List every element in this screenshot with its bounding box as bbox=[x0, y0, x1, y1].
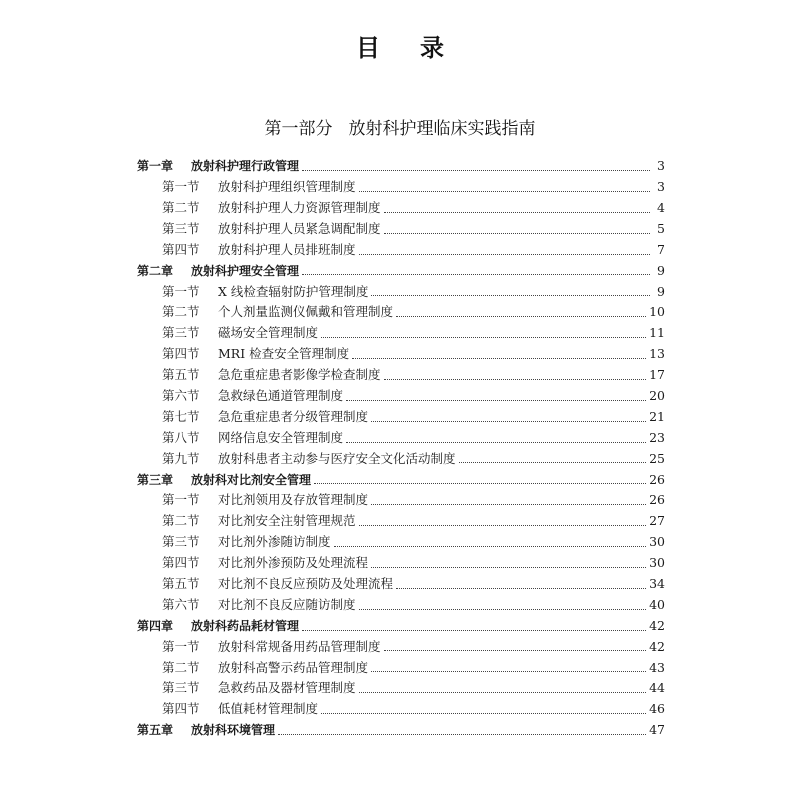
dot-leader bbox=[384, 233, 650, 234]
dot-leader bbox=[352, 358, 646, 359]
dot-leader bbox=[321, 337, 646, 338]
toc-section-entry[interactable] bbox=[137, 511, 665, 532]
toc-chapter-entry[interactable] bbox=[137, 616, 665, 637]
table-of-contents bbox=[137, 156, 665, 741]
toc-entry-label: 第二节 bbox=[162, 513, 200, 529]
toc-entry-page: 30 bbox=[649, 555, 665, 571]
dot-leader bbox=[359, 254, 650, 255]
toc-entry-page: 34 bbox=[649, 576, 665, 591]
dot-leader bbox=[359, 525, 647, 526]
toc-section-entry[interactable] bbox=[137, 657, 665, 678]
toc-entry-label: 第四节 bbox=[162, 346, 200, 362]
toc-section-entry[interactable] bbox=[137, 553, 665, 574]
toc-entry-label: 第三节 bbox=[162, 680, 200, 696]
toc-section-entry[interactable] bbox=[137, 302, 665, 323]
toc-entry-title: 对比剂安全注射管理规范 bbox=[218, 513, 356, 529]
dot-leader bbox=[384, 212, 650, 213]
toc-section-entry[interactable] bbox=[137, 532, 665, 553]
page-title-char-2: 录 bbox=[420, 34, 444, 62]
toc-entry-label: 第三节 bbox=[162, 220, 200, 236]
toc-entry-label: 第一节 bbox=[162, 283, 200, 299]
toc-entry-label: 第二节 bbox=[162, 199, 200, 215]
toc-entry-title: 磁场安全管理制度 bbox=[218, 325, 319, 341]
dot-leader bbox=[396, 316, 646, 317]
toc-entry-page: 25 bbox=[649, 450, 665, 466]
toc-section-entry[interactable] bbox=[137, 678, 665, 699]
toc-entry-page: 7 bbox=[657, 241, 665, 257]
part-label: 第一部分 bbox=[264, 119, 333, 139]
toc-section-entry[interactable] bbox=[137, 595, 665, 616]
toc-section-entry[interactable] bbox=[137, 344, 665, 365]
toc-section-entry[interactable] bbox=[137, 240, 665, 261]
toc-entry-label: 第四节 bbox=[162, 241, 200, 257]
toc-entry-label: 第六节 bbox=[162, 596, 200, 612]
toc-section-entry[interactable] bbox=[137, 281, 665, 302]
toc-entry-title: 放射科护理组织管理制度 bbox=[218, 179, 356, 195]
toc-entry-title: 对比剂不良反应随访制度 bbox=[218, 596, 356, 612]
toc-entry-title: 对比剂外渗预防及处理流程 bbox=[218, 555, 369, 571]
toc-entry-page: 26 bbox=[649, 471, 665, 487]
toc-entry-page: 43 bbox=[649, 659, 665, 675]
toc-entry-title: 放射科对比剂安全管理 bbox=[191, 472, 312, 487]
toc-entry-page: 3 bbox=[657, 158, 665, 174]
toc-entry-title: 急危重症患者分级管理制度 bbox=[218, 408, 369, 424]
toc-entry-title: 放射科环境管理 bbox=[191, 723, 276, 738]
toc-entry-title: 个人剂量监测仪佩戴和管理制度 bbox=[218, 304, 394, 320]
toc-chapter-entry[interactable] bbox=[137, 469, 665, 490]
toc-entry-title: 急救绿色通道管理制度 bbox=[218, 387, 344, 403]
toc-entry-title: 放射科护理人员紧急调配制度 bbox=[218, 220, 381, 236]
dot-leader bbox=[371, 421, 646, 422]
toc-entry-title: 低值耗材管理制度 bbox=[218, 701, 319, 717]
toc-entry-title: 放射科护理安全管理 bbox=[191, 263, 300, 278]
toc-section-entry[interactable] bbox=[137, 574, 665, 595]
page-title-char-1: 目 bbox=[356, 34, 380, 62]
toc-entry-label: 第三节 bbox=[162, 325, 200, 341]
toc-entry-title: 网络信息安全管理制度 bbox=[218, 429, 344, 445]
toc-chapter-entry[interactable] bbox=[137, 260, 665, 281]
dot-leader bbox=[371, 504, 646, 505]
dot-leader bbox=[302, 274, 650, 275]
toc-entry-page: 27 bbox=[649, 513, 665, 529]
toc-entry-page: 5 bbox=[657, 220, 665, 236]
toc-entry-label: 第一节 bbox=[162, 492, 200, 508]
toc-entry-page: 13 bbox=[649, 346, 665, 362]
dot-leader bbox=[302, 630, 646, 631]
dot-leader bbox=[359, 191, 650, 192]
toc-section-entry[interactable] bbox=[137, 636, 665, 657]
dot-leader bbox=[371, 295, 650, 296]
toc-entry-page: 9 bbox=[657, 262, 665, 278]
toc-entry-page: 4 bbox=[657, 199, 665, 215]
toc-entry-title: 急救药品及器材管理制度 bbox=[218, 680, 356, 696]
toc-entry-page: 23 bbox=[649, 429, 665, 445]
toc-entry-label: 第三节 bbox=[162, 534, 200, 550]
dot-leader bbox=[359, 692, 647, 693]
toc-entry-page: 9 bbox=[657, 283, 665, 299]
toc-entry-label: 第六节 bbox=[162, 387, 200, 403]
toc-entry-label: 第三章 bbox=[137, 472, 174, 487]
toc-entry-title: MRI 检查安全管理制度 bbox=[218, 346, 350, 362]
dot-leader bbox=[302, 170, 650, 171]
toc-entry-label: 第五章 bbox=[137, 723, 174, 738]
dot-leader bbox=[346, 442, 646, 443]
toc-entry-label: 第四节 bbox=[162, 701, 200, 717]
toc-entry-page: 47 bbox=[649, 722, 665, 738]
toc-entry-label: 第一章 bbox=[137, 159, 174, 174]
toc-entry-page: 3 bbox=[657, 179, 665, 195]
toc-entry-title: 放射科患者主动参与医疗安全文化活动制度 bbox=[218, 450, 456, 466]
toc-entry-title: 对比剂不良反应预防及处理流程 bbox=[218, 576, 394, 591]
toc-entry-title: 对比剂领用及存放管理制度 bbox=[218, 492, 369, 508]
toc-section-entry[interactable] bbox=[137, 448, 665, 469]
toc-entry-label: 第二节 bbox=[162, 304, 200, 320]
toc-entry-title: 对比剂外渗随访制度 bbox=[218, 534, 331, 550]
dot-leader bbox=[396, 588, 646, 589]
toc-entry-page: 10 bbox=[649, 304, 665, 320]
dot-leader bbox=[384, 650, 647, 651]
toc-entry-page: 42 bbox=[649, 617, 665, 633]
toc-entry-page: 11 bbox=[649, 325, 665, 341]
toc-entry-label: 第四节 bbox=[162, 555, 200, 571]
toc-entry-title: 放射科药品耗材管理 bbox=[191, 619, 300, 634]
toc-entry-label: 第五节 bbox=[162, 367, 200, 383]
dot-leader bbox=[371, 567, 646, 568]
part-heading bbox=[0, 114, 800, 139]
toc-section-entry[interactable] bbox=[137, 428, 665, 449]
toc-entry-page: 20 bbox=[649, 387, 665, 403]
page-title bbox=[0, 28, 800, 63]
toc-section-entry[interactable] bbox=[137, 219, 665, 240]
dot-leader bbox=[459, 462, 647, 463]
toc-entry-page: 40 bbox=[649, 596, 665, 612]
toc-entry-page: 46 bbox=[649, 701, 665, 717]
toc-section-entry[interactable] bbox=[137, 323, 665, 344]
toc-entry-title: 急危重症患者影像学检查制度 bbox=[218, 367, 381, 383]
toc-entry-title: 放射科常规备用药品管理制度 bbox=[218, 638, 381, 654]
toc-entry-title: X 线检查辐射防护管理制度 bbox=[218, 283, 369, 299]
dot-leader bbox=[359, 609, 647, 610]
toc-entry-label: 第二节 bbox=[162, 659, 200, 675]
toc-section-entry[interactable] bbox=[137, 407, 665, 428]
toc-entry-title: 放射科高警示药品管理制度 bbox=[218, 659, 369, 675]
toc-entry-page: 26 bbox=[649, 492, 665, 508]
dot-leader bbox=[334, 546, 647, 547]
toc-entry-label: 第一节 bbox=[162, 179, 200, 195]
toc-section-entry[interactable] bbox=[137, 386, 665, 407]
toc-entry-label: 第五节 bbox=[162, 576, 200, 591]
toc-entry-label: 第四章 bbox=[137, 619, 174, 634]
dot-leader bbox=[371, 671, 646, 672]
toc-entry-page: 21 bbox=[649, 408, 665, 424]
toc-section-entry[interactable] bbox=[137, 177, 665, 198]
toc-entry-label: 第八节 bbox=[162, 429, 200, 445]
toc-section-entry[interactable] bbox=[137, 490, 665, 511]
toc-section-entry[interactable] bbox=[137, 365, 665, 386]
toc-section-entry[interactable] bbox=[137, 198, 665, 219]
part-title: 放射科护理临床实践指南 bbox=[348, 119, 536, 139]
toc-entry-title: 放射科护理人力资源管理制度 bbox=[218, 199, 381, 215]
toc-entry-page: 44 bbox=[649, 680, 665, 696]
toc-chapter-entry[interactable] bbox=[137, 720, 665, 741]
toc-entry-title: 放射科护理行政管理 bbox=[191, 159, 300, 174]
toc-entry-page: 30 bbox=[649, 534, 665, 550]
dot-leader bbox=[346, 400, 646, 401]
toc-chapter-entry[interactable] bbox=[137, 156, 665, 177]
dot-leader bbox=[314, 483, 646, 484]
dot-leader bbox=[384, 379, 647, 380]
toc-entry-label: 第二章 bbox=[137, 263, 174, 278]
dot-leader bbox=[278, 734, 646, 735]
toc-entry-label: 第一节 bbox=[162, 638, 200, 654]
dot-leader bbox=[321, 713, 646, 714]
toc-entry-page: 17 bbox=[649, 367, 665, 383]
toc-entry-label: 第七节 bbox=[162, 408, 200, 424]
toc-entry-page: 42 bbox=[649, 638, 665, 654]
toc-entry-label: 第九节 bbox=[162, 450, 200, 466]
toc-entry-title: 放射科护理人员排班制度 bbox=[218, 241, 356, 257]
toc-section-entry[interactable] bbox=[137, 699, 665, 720]
